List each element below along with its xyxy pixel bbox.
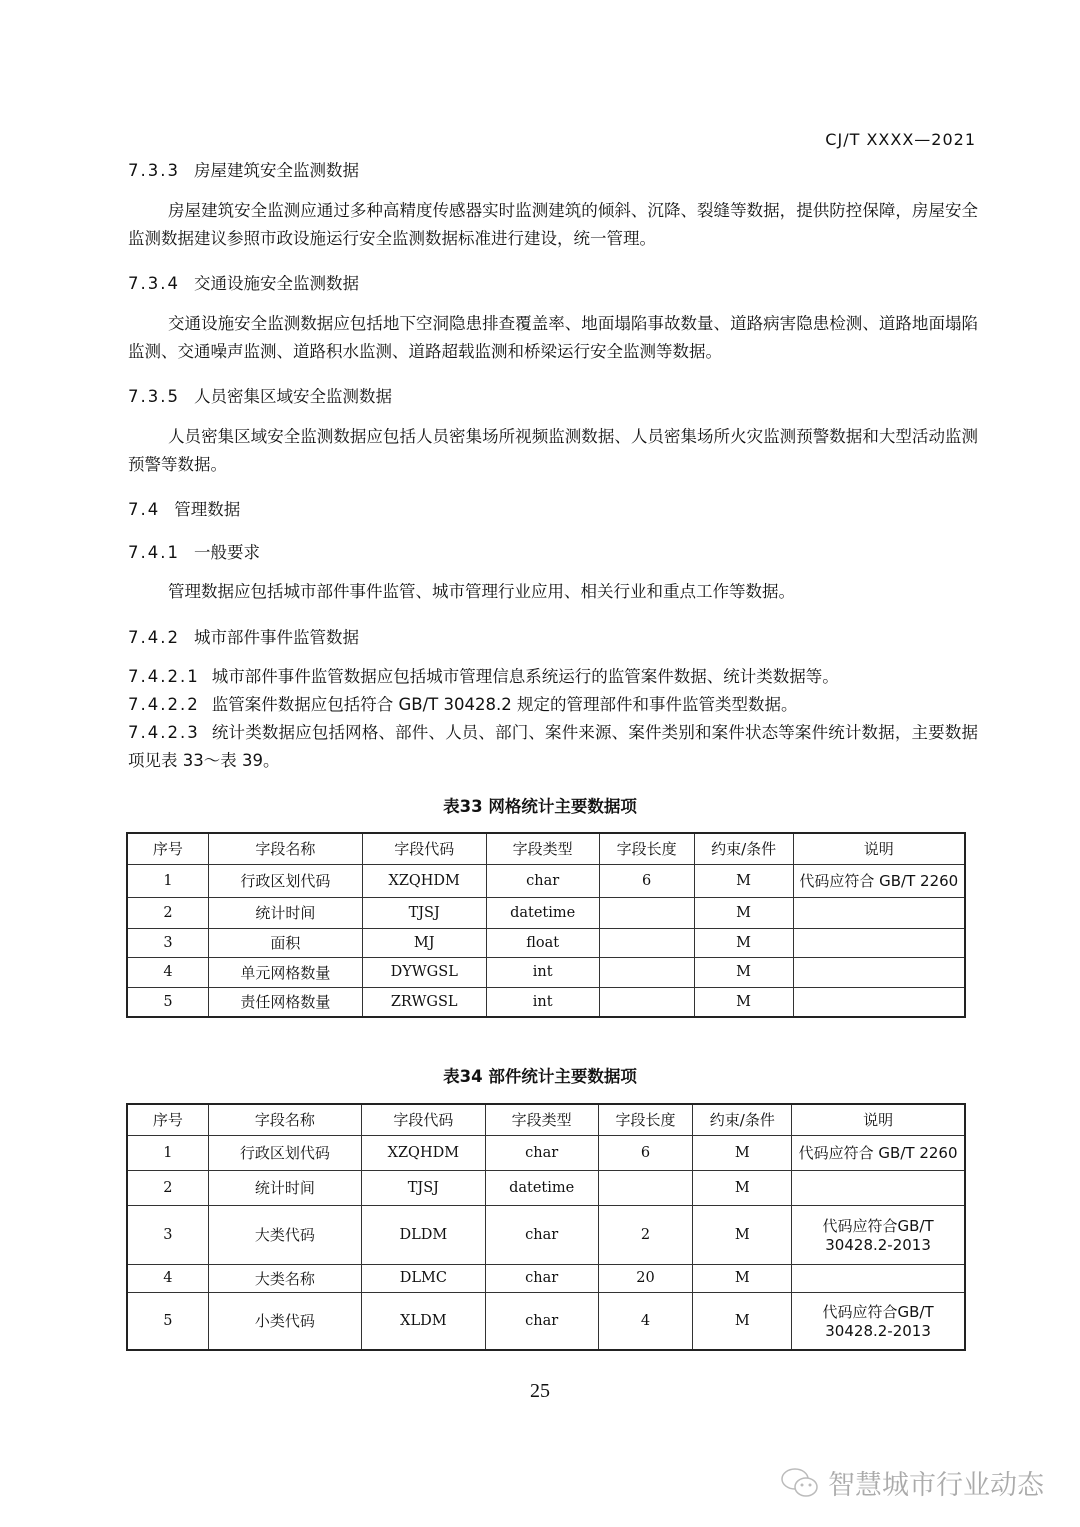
- table-cell: 3: [127, 1205, 208, 1264]
- clause-number: 7.4.2.3: [128, 723, 200, 742]
- table-cell: 统计时间: [208, 897, 362, 928]
- column-header: 字段长度: [598, 1104, 693, 1135]
- table-header-row: [127, 1104, 965, 1135]
- table-33: [126, 832, 966, 1018]
- table-row: [127, 987, 965, 1017]
- section-title: 管理数据: [174, 500, 241, 519]
- table-cell: datetime: [486, 897, 599, 928]
- table-row: [127, 1135, 965, 1170]
- table-cell: float: [486, 928, 599, 957]
- table-cell: DLMC: [362, 1264, 486, 1292]
- table-cell: DLDM: [362, 1205, 486, 1264]
- paragraph: 交通设施安全监测数据应包括地下空洞隐患排查覆盖率、地面塌陷事故数量、道路病害隐患检测、道路地面塌陷监测、交通噪声监测、道路积水监测、道路超载监测和桥梁运行安全监测等数据。: [128, 314, 978, 361]
- section-heading: [128, 383, 392, 407]
- column-header: 字段代码: [362, 833, 486, 864]
- table-cell: [792, 1170, 965, 1205]
- table-cell: 大类代码: [208, 1205, 361, 1264]
- table-cell: 20: [598, 1264, 693, 1292]
- column-header: 说明: [793, 833, 965, 864]
- table-cell: M: [693, 1264, 792, 1292]
- clause-text: 统计类数据应包括网格、部件、人员、部门、案件来源、案件类别和案件状态等案件统计数据，主要数据项见表 33～表 39。: [128, 723, 978, 770]
- table-row: [127, 1264, 965, 1292]
- table-cell: 5: [127, 987, 208, 1017]
- table-cell: [599, 987, 694, 1017]
- table-cell: ZRWGSL: [362, 987, 486, 1017]
- table-row: [127, 928, 965, 957]
- table-cell: char: [485, 1292, 598, 1350]
- section-title: 房屋建筑安全监测数据: [193, 161, 359, 180]
- table-cell: XZQHDM: [362, 864, 486, 897]
- section-title: 交通设施安全监测数据: [193, 274, 359, 293]
- table-row: [127, 1205, 965, 1264]
- table-cell: 2: [598, 1205, 693, 1264]
- table-cell: 代码应符合GB/T 30428.2-2013: [792, 1292, 965, 1350]
- table-cell: 单元网格数量: [208, 957, 362, 987]
- column-header: 字段名称: [208, 833, 362, 864]
- section-heading: [128, 496, 240, 520]
- table-cell: 2: [127, 897, 208, 928]
- watermark-text: 智慧城市行业动态: [828, 1470, 1044, 1501]
- column-header: 序号: [127, 1104, 208, 1135]
- table-row: [127, 897, 965, 928]
- section-title: 一般要求: [193, 543, 260, 562]
- table-cell: [792, 1264, 965, 1292]
- table-34: [126, 1103, 966, 1351]
- page-number: 25: [530, 1380, 550, 1402]
- section-number: 7.3.5: [128, 387, 180, 406]
- table-cell: [793, 928, 965, 957]
- table-cell: 2: [127, 1170, 208, 1205]
- section-number: 7.4: [128, 500, 161, 519]
- table-cell: [598, 1170, 693, 1205]
- wechat-icon: [780, 1466, 820, 1500]
- table-cell: 统计时间: [208, 1170, 361, 1205]
- table-cell: M: [693, 1205, 792, 1264]
- table-row: [127, 957, 965, 987]
- table-row: [127, 1170, 965, 1205]
- table-cell: [793, 987, 965, 1017]
- table-cell: [599, 957, 694, 987]
- section-heading: [128, 157, 359, 181]
- column-header: 约束/条件: [693, 1104, 792, 1135]
- column-header: 序号: [127, 833, 208, 864]
- section-number: 7.4.2: [128, 628, 180, 647]
- table-cell: TJSJ: [362, 897, 486, 928]
- table-cell: M: [694, 928, 793, 957]
- section-number: 7.3.3: [128, 161, 180, 180]
- clause-number: 7.4.2.1: [128, 667, 200, 686]
- table-cell: [599, 897, 694, 928]
- table-cell: 代码应符合GB/T 30428.2-2013: [792, 1205, 965, 1264]
- table-cell: datetime: [485, 1170, 598, 1205]
- table-cell: 1: [127, 1135, 208, 1170]
- clause-text: 监管案件数据应包括符合 GB/T 30428.2 规定的管理部件和事件监管类型数据。: [211, 695, 798, 714]
- table-cell: XZQHDM: [362, 1135, 486, 1170]
- table-cell: M: [693, 1135, 792, 1170]
- table-cell: M: [694, 987, 793, 1017]
- table-cell: DYWGSL: [362, 957, 486, 987]
- section-title: 人员密集区域安全监测数据: [193, 387, 392, 406]
- table-cell: char: [485, 1205, 598, 1264]
- table-cell: 责任网格数量: [208, 987, 362, 1017]
- table-caption: 表33 网格统计主要数据项: [443, 797, 637, 816]
- table-cell: [793, 897, 965, 928]
- column-header: 约束/条件: [694, 833, 793, 864]
- paragraph: 人员密集区域安全监测数据应包括人员密集场所视频监测数据、人员密集场所火灾监测预警数据和大型活动监测预警等数据。: [128, 427, 978, 474]
- table-cell: M: [694, 864, 793, 897]
- column-header: 字段代码: [362, 1104, 486, 1135]
- clause-text: 城市部件事件监管数据应包括城市管理信息系统运行的监管案件数据、统计类数据等。: [211, 667, 839, 686]
- table-cell: char: [485, 1135, 598, 1170]
- paragraph: 房屋建筑安全监测应通过多种高精度传感器实时监测建筑的倾斜、沉降、裂缝等数据，提供防控保障，房屋安全监测数据建议参照市政设施运行安全监测数据标准进行建设，统一管理。: [128, 201, 978, 248]
- section-number: 7.4.1: [128, 543, 180, 562]
- table-cell: 小类代码: [208, 1292, 361, 1350]
- table-cell: int: [486, 987, 599, 1017]
- table-cell: 6: [599, 864, 694, 897]
- table-cell: 4: [127, 1264, 208, 1292]
- table-caption: 表34 部件统计主要数据项: [443, 1067, 637, 1086]
- clause: [128, 719, 978, 775]
- table-cell: 5: [127, 1292, 208, 1350]
- section-number: 7.3.4: [128, 274, 180, 293]
- table-row: [127, 864, 965, 897]
- table-cell: char: [485, 1264, 598, 1292]
- column-header: 字段名称: [208, 1104, 361, 1135]
- section-heading: [128, 539, 260, 563]
- table-cell: 面积: [208, 928, 362, 957]
- table-cell: 行政区划代码: [208, 864, 362, 897]
- section-heading: [128, 270, 359, 294]
- table-cell: MJ: [362, 928, 486, 957]
- table-cell: TJSJ: [362, 1170, 486, 1205]
- column-header: 字段类型: [486, 833, 599, 864]
- doc-header: CJ/T XXXX—2021: [825, 130, 976, 149]
- table-cell: M: [693, 1170, 792, 1205]
- table-cell: XLDM: [362, 1292, 486, 1350]
- section-heading: [128, 624, 359, 648]
- table-cell: 行政区划代码: [208, 1135, 361, 1170]
- section-title: 城市部件事件监管数据: [193, 628, 359, 647]
- table-header-row: [127, 833, 965, 864]
- clause: [128, 691, 978, 719]
- table-cell: 4: [127, 957, 208, 987]
- table-cell: 1: [127, 864, 208, 897]
- paragraph: 管理数据应包括城市部件事件监管、城市管理行业应用、相关行业和重点工作等数据。: [168, 582, 795, 601]
- clause: [128, 663, 978, 691]
- table-cell: [793, 957, 965, 987]
- table-cell: M: [693, 1292, 792, 1350]
- table-cell: M: [694, 897, 793, 928]
- column-header: 字段类型: [485, 1104, 598, 1135]
- table-cell: 代码应符合 GB/T 2260: [792, 1135, 965, 1170]
- table-cell: 6: [598, 1135, 693, 1170]
- watermark: [780, 1463, 1044, 1502]
- table-cell: [599, 928, 694, 957]
- column-header: 说明: [792, 1104, 965, 1135]
- clause-number: 7.4.2.2: [128, 695, 200, 714]
- column-header: 字段长度: [599, 833, 694, 864]
- table-cell: 4: [598, 1292, 693, 1350]
- table-row: [127, 1292, 965, 1350]
- table-cell: 代码应符合 GB/T 2260: [793, 864, 965, 897]
- table-cell: M: [694, 957, 793, 987]
- table-cell: int: [486, 957, 599, 987]
- table-cell: char: [486, 864, 599, 897]
- table-cell: 3: [127, 928, 208, 957]
- table-cell: 大类名称: [208, 1264, 361, 1292]
